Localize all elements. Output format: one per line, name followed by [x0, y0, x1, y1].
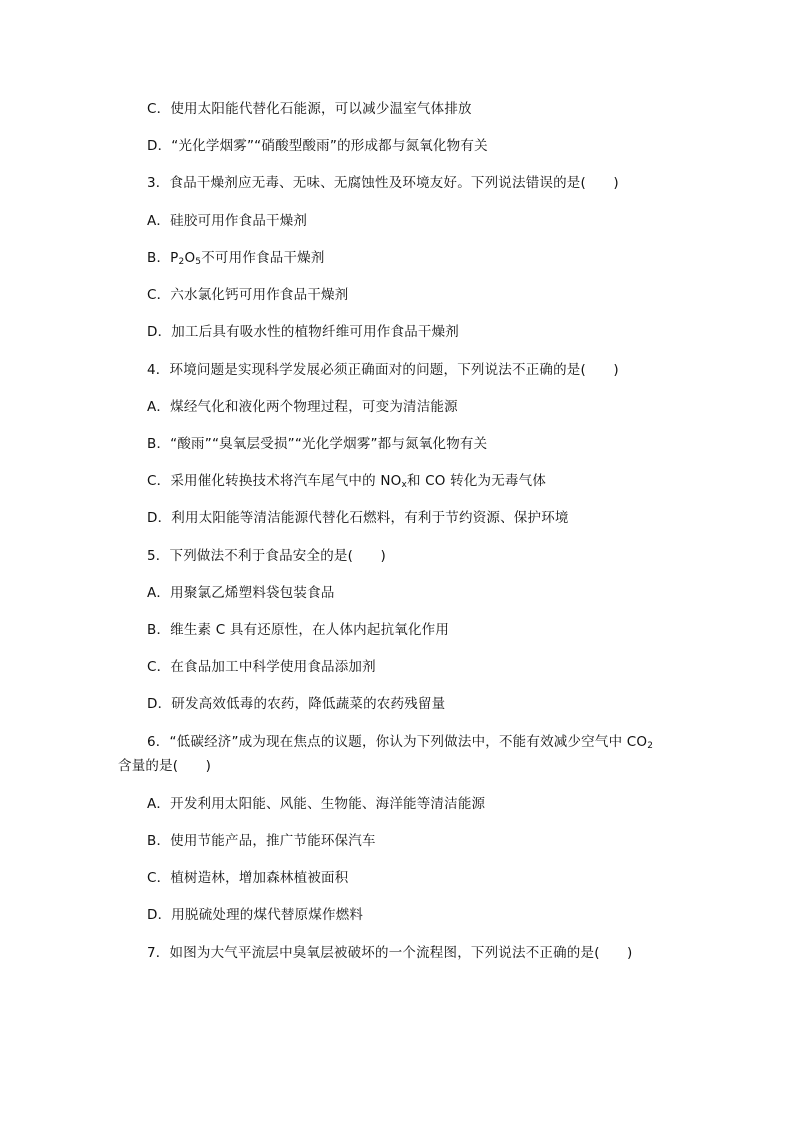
q6-option-a: A．开发利用太阳能、风能、生物能、海洋能等清洁能源 — [147, 796, 486, 812]
q6-option-b: B．使用节能产品，推广节能环保汽车 — [147, 833, 376, 849]
q3-option-c: C．六水氯化钙可用作食品干燥剂 — [147, 287, 349, 303]
q4-option-b: B．“酸雨”“臭氧层受损”“光化学烟雾”都与氮氧化物有关 — [147, 436, 488, 452]
q4-option-d: D．利用太阳能等清洁能源代替化石燃料，有利于节约资源、保护环境 — [147, 510, 569, 526]
q2-option-d: D．“光化学烟雾”“硝酸型酸雨”的形成都与氮氧化物有关 — [147, 138, 488, 154]
q4-stem: 4．环境问题是实现科学发展必须正确面对的问题，下列说法不正确的是( ) — [147, 362, 619, 378]
q5-option-c: C．在食品加工中科学使用食品添加剂 — [147, 659, 376, 675]
q5-option-d: D．研发高效低毒的农药，降低蔬菜的农药残留量 — [147, 696, 446, 712]
q3-option-d: D．加工后具有吸水性的植物纤维可用作食品干燥剂 — [147, 324, 459, 340]
q6-stem-line2: 含量的是( ) — [118, 758, 212, 774]
q4-option-c: C．采用催化转换技术将汽车尾气中的 $NO_x$和 CO 转化为无毒气体 — [147, 473, 547, 490]
q2-option-c: C．使用太阳能代替化石能源，可以减少温室气体排放 — [147, 101, 472, 117]
q7-stem: 7．如图为大气平流层中臭氧层被破坏的一个流程图，下列说法不正确的是( ) — [147, 945, 633, 961]
q5-option-a: A．用聚氯乙烯塑料袋包装食品 — [147, 585, 335, 601]
q6-option-d: D．用脱硫处理的煤代替原煤作燃料 — [147, 907, 364, 923]
q3-stem: 3．食品干燥剂应无毒、无味、无腐蚀性及环境友好。下列说法错误的是( ) — [147, 175, 619, 191]
q5-option-b: B．维生素 C 具有还原性，在人体内起抗氧化作用 — [147, 622, 450, 638]
q6-option-c: C．植树造林，增加森林植被面积 — [147, 870, 349, 886]
q3-option-a: A．硅胶可用作食品干燥剂 — [147, 213, 308, 229]
q5-stem: 5．下列做法不利于食品安全的是( ) — [147, 548, 386, 564]
q4-option-a: A．煤经气化和液化两个物理过程，可变为清洁能源 — [147, 399, 458, 415]
q3-option-b: B．$P_2O_5$不可用作食品干燥剂 — [147, 250, 325, 267]
q6-stem-line1: 6．“低碳经济”成为现在焦点的议题，你认为下列做法中，不能有效减少空气中 $CO_2$ — [147, 734, 654, 751]
